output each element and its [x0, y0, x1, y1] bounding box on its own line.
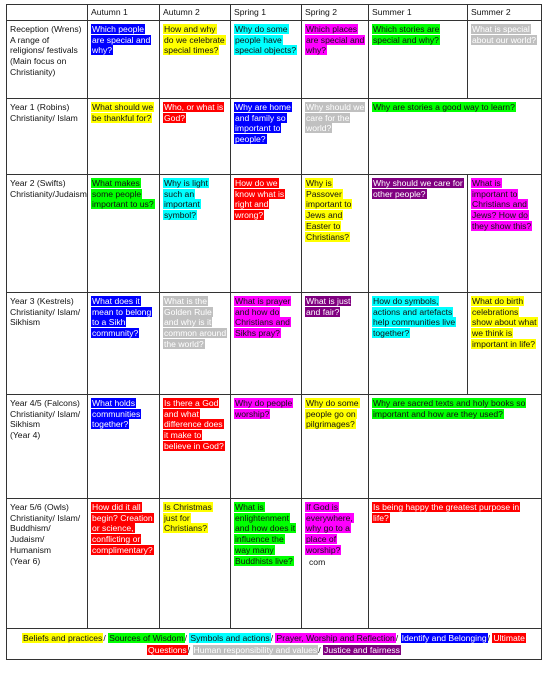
unit-question: Why should we care for other people? [373, 178, 463, 199]
header-row [7, 5, 542, 21]
legend-separator: / [187, 645, 193, 656]
year-group-line: Christianity/ Islam/ Sikhism [10, 306, 81, 328]
unit-cell [88, 499, 160, 629]
unit-cell [160, 175, 231, 293]
legend-item: Prayer, Worship and Reflection [276, 633, 395, 643]
unit-cell [160, 499, 231, 629]
unit-question: Why do some people have special objects? [235, 24, 297, 56]
year-row [7, 293, 542, 395]
year-group-cell [7, 499, 88, 629]
unit-question: Which stories are special and why? [373, 24, 440, 45]
year-row [7, 21, 542, 99]
year-row [7, 499, 542, 629]
legend [7, 629, 542, 660]
unit-cell [302, 499, 369, 629]
legend-item: Symbols and actions [190, 633, 270, 643]
year-row [7, 175, 542, 293]
unit-question: Why do people worship? [235, 398, 293, 419]
unit-cell [468, 293, 542, 395]
unit-question: What holds communities together? [92, 398, 141, 430]
unit-cell [160, 293, 231, 395]
unit-cell [302, 293, 369, 395]
unit-question: How and why do we celebrate special times? [164, 24, 225, 56]
legend-row [7, 629, 542, 660]
unit-cell [160, 395, 231, 499]
unit-question: What is special about our world? [472, 24, 537, 45]
unit-question: If God is everywhere, why go to a place of worship? [306, 502, 353, 555]
unit-cell [369, 395, 542, 499]
unit-question: Which people are special and why? [92, 24, 151, 56]
unit-question: Why is light such an important symbol? [164, 178, 208, 221]
legend-item: Identify and Belonging [401, 633, 487, 643]
legend-item: Justice and fairness [324, 645, 400, 656]
legend-item: Human responsibility and values [193, 645, 318, 656]
unit-question: What is important to Christians and Jews? How do they show this? [472, 178, 532, 231]
unit-cell [160, 99, 231, 175]
unit-question: Why are stories a good way to learn? [373, 102, 515, 112]
unit-cell [88, 395, 160, 499]
unit-question: What does it mean to belong to a Sikh community? [92, 296, 152, 339]
year-group-cell [7, 21, 88, 99]
year-group-cell [7, 293, 88, 395]
unit-cell [88, 99, 160, 175]
year-group-line: A range of religions/ festivals [10, 34, 78, 56]
unit-cell [302, 21, 369, 99]
year-group-line: Christianity/ Islam/ Sikhism [10, 408, 81, 430]
unit-cell [369, 293, 468, 395]
unit-question: Why do some people go on pilgrimages? [306, 398, 359, 430]
unit-question: Is there a God and what difference does it make to believe in God? [164, 398, 224, 451]
unit-cell [88, 21, 160, 99]
year-group-line: (Main focus on Christianity) [10, 56, 67, 77]
unit-cell [468, 175, 542, 293]
unit-question: What should we be thankful for? [92, 102, 154, 123]
unit-question: What is prayer and how do Christians and Sikhs pray? [235, 296, 291, 339]
year-group-line: Christianity/ Islam/ Buddhism/ Judaism/ Humanism [10, 512, 81, 555]
unit-cell [88, 293, 160, 395]
legend-separator: / [395, 633, 401, 643]
unit-cell [231, 499, 302, 629]
unit-question: Why is Passover important to Jews and Easter to Christians? [306, 178, 352, 242]
legend-item: Sources of Wisdom [109, 633, 184, 643]
header-spring-1: Spring 1 [231, 5, 302, 21]
unit-question: Why should we care for the world? [306, 102, 365, 134]
year-group-cell [7, 99, 88, 175]
unit-question: Is being happy the greatest purpose in life? [373, 502, 520, 523]
unit-cell [369, 499, 542, 629]
year-group-line: Christianity/ Islam [10, 112, 78, 123]
unit-cell [231, 99, 302, 175]
header-autumn-1: Autumn 1 [88, 5, 160, 21]
year-row [7, 99, 542, 175]
unit-question: What makes some people important to us? [92, 178, 154, 210]
year-row [7, 395, 542, 499]
year-group-line: Reception (Wrens) [10, 24, 82, 34]
unit-extra-text: com [309, 556, 326, 567]
unit-cell [468, 21, 542, 99]
unit-cell [369, 99, 542, 175]
header-autumn-2: Autumn 2 [160, 5, 231, 21]
unit-cell [369, 21, 468, 99]
unit-question: How did it all begin? Creation or science, conflicting or complimentary? [92, 502, 153, 555]
year-group-line: Year 3 (Kestrels) [10, 296, 74, 306]
unit-question: How do we know what is right and wrong? [235, 178, 285, 221]
unit-cell [231, 21, 302, 99]
legend-separator: / [270, 633, 276, 643]
legend-item: Beliefs and practices [23, 633, 103, 643]
year-group-line: Christianity/Judaism [10, 188, 87, 199]
unit-cell [160, 21, 231, 99]
unit-cell [302, 175, 369, 293]
unit-cell [231, 395, 302, 499]
unit-question: Who, or what is God? [164, 102, 224, 123]
header-cell-blank [7, 5, 88, 21]
legend-separator: / [318, 645, 324, 656]
legend-item: Ultimate Questions [148, 633, 525, 656]
legend-separator: / [103, 633, 109, 643]
year-group-cell [7, 395, 88, 499]
year-group-line: Year 2 (Swifts) [10, 178, 66, 188]
year-group-line: (Year 6) [10, 555, 41, 566]
unit-cell [369, 175, 468, 293]
legend-separator: / [487, 633, 493, 643]
header-spring-2: Spring 2 [302, 5, 369, 21]
unit-question: What is just and fair? [306, 296, 351, 317]
header-summer-2: Summer 2 [468, 5, 542, 21]
unit-cell [88, 175, 160, 293]
unit-question: How do symbols, actions and artefacts help communities live together? [373, 296, 456, 339]
unit-question: Why are sacred texts and holy books so important and how are they used? [373, 398, 526, 419]
unit-question: Is Christmas just for Christians? [164, 502, 212, 534]
unit-cell [231, 293, 302, 395]
unit-question: What is the Golden Rule and why is it common around the world? [164, 296, 227, 349]
year-group-line: Year 5/6 (Owls) [10, 502, 69, 512]
unit-question: Why are home and family so important to people? [235, 102, 291, 145]
unit-cell [231, 175, 302, 293]
unit-cell [302, 395, 369, 499]
legend-separator: / [184, 633, 190, 643]
year-group-line: (Year 4) [10, 430, 41, 441]
unit-question: What do birth celebrations show about what we think is important in life? [472, 296, 537, 349]
unit-question: What is enlightenment and how does it influence the way many Buddhists live? [235, 502, 296, 566]
re-curriculum-table [6, 4, 542, 660]
year-group-line: Year 1 (Robins) [10, 102, 70, 112]
year-group-cell [7, 175, 88, 293]
unit-cell [302, 99, 369, 175]
unit-question: Which places are special and why? [306, 24, 365, 56]
header-summer-1: Summer 1 [369, 5, 468, 21]
year-group-line: Year 4/5 (Falcons) [10, 398, 80, 408]
